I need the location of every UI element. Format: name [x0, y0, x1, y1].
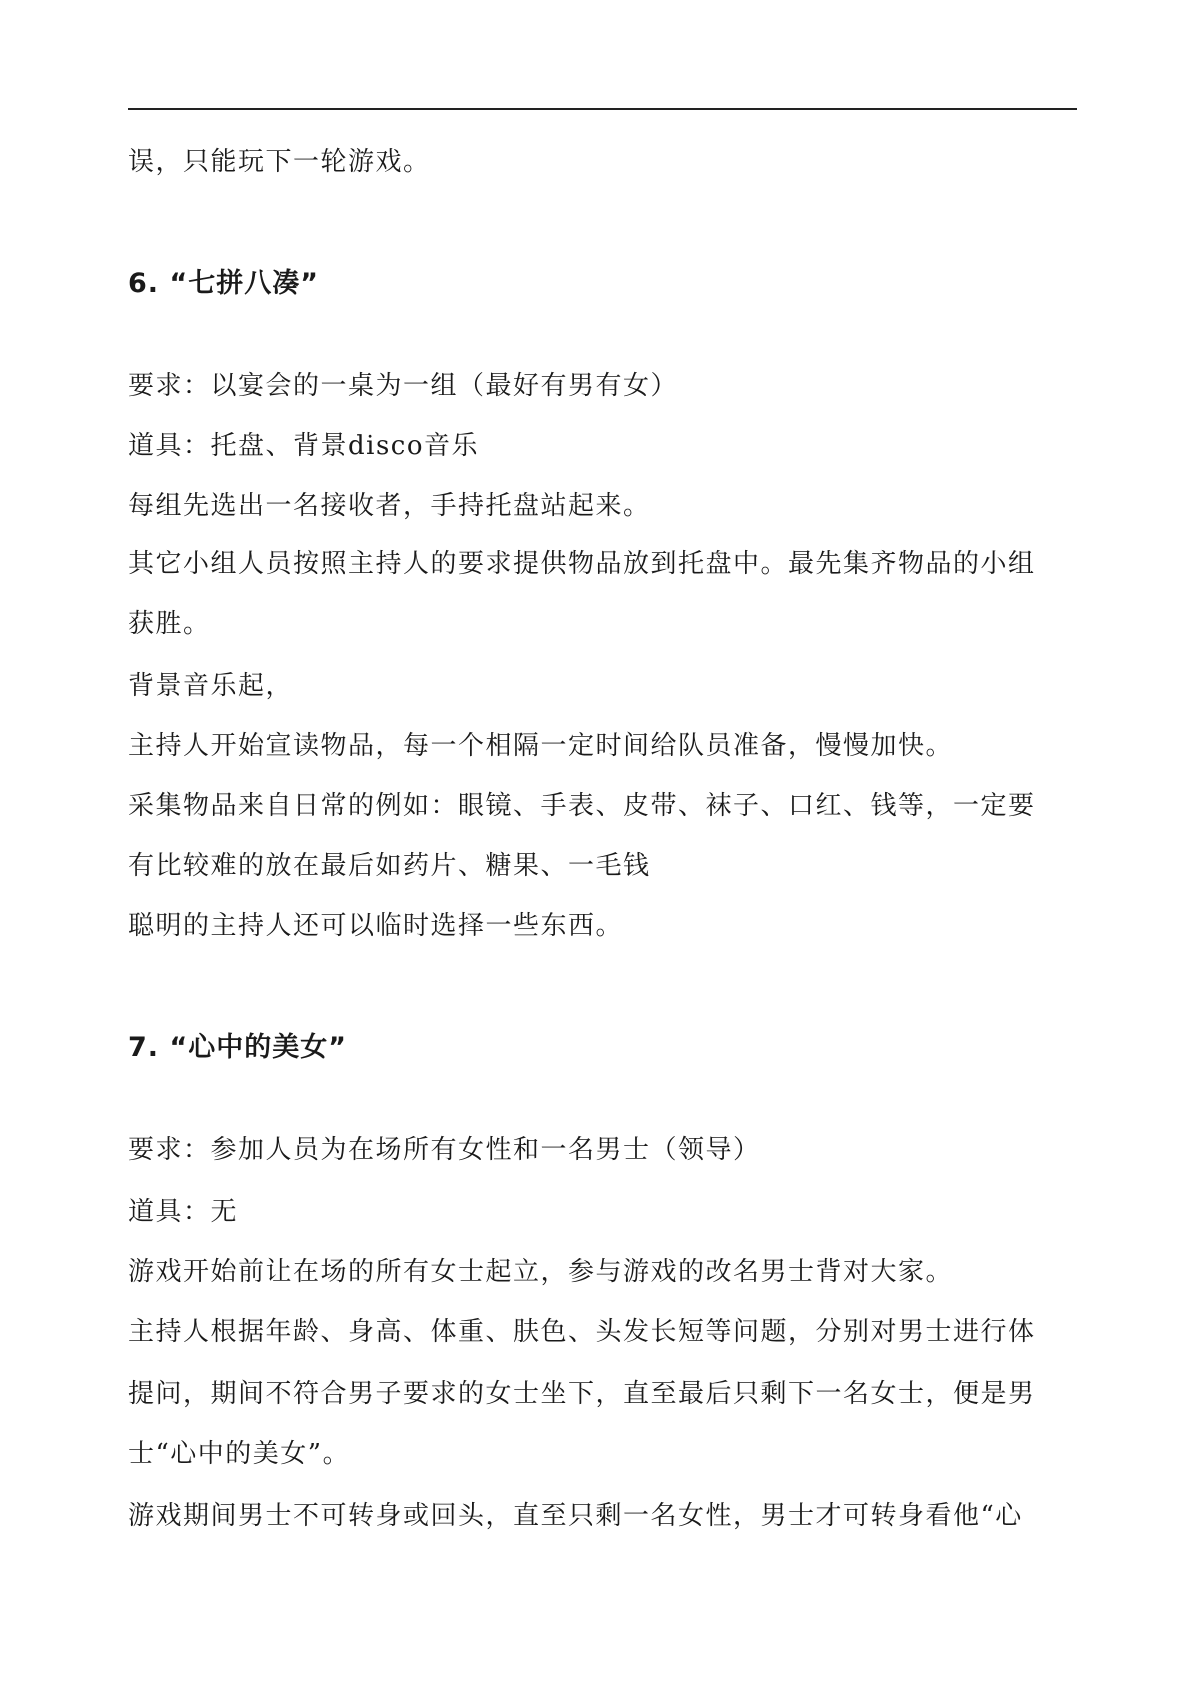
- paragraph-line: 道具：无: [128, 1197, 239, 1227]
- paragraph-line: 道具：托盘、背景disco音乐: [128, 431, 480, 461]
- paragraph-line: 游戏期间男士不可转身或回头，直至只剩一名女性，男士才可转身看他“心: [128, 1501, 1023, 1531]
- paragraph-line: 每组先选出一名接收者，手持托盘站起来。: [128, 491, 651, 521]
- paragraph-line: 要求：参加人员为在场所有女性和一名男士（领导）: [128, 1135, 761, 1165]
- paragraph-line: 误，只能玩下一轮游戏。: [128, 147, 431, 177]
- paragraph-line: 提问，期间不符合男子要求的女士坐下，直至最后只剩下一名女士，便是男: [128, 1379, 1036, 1409]
- paragraph-line: 有比较难的放在最后如药片、糖果、一毛钱: [128, 851, 651, 881]
- paragraph-line: 聪明的主持人还可以临时选择一些东西。: [128, 911, 624, 941]
- paragraph-line: 主持人根据年龄、身高、体重、肤色、头发长短等问题，分别对男士进行体: [128, 1317, 1036, 1347]
- paragraph-line: 采集物品来自日常的例如：眼镜、手表、皮带、袜子、口红、钱等，一定要: [128, 791, 1036, 821]
- paragraph-line: 士“心中的美女”。: [128, 1439, 351, 1469]
- section-heading-7: 7. “心中的美女”: [128, 1032, 347, 1063]
- header-rule: [128, 108, 1077, 110]
- paragraph-line: 获胜。: [128, 609, 211, 639]
- paragraph-line: 背景音乐起，: [128, 671, 294, 701]
- paragraph-line: 游戏开始前让在场的所有女士起立，参与游戏的改名男士背对大家。: [128, 1257, 954, 1287]
- paragraph-line: 要求：以宴会的一桌为一组（最好有男有女）: [128, 371, 679, 401]
- paragraph-line: 其它小组人员按照主持人的要求提供物品放到托盘中。最先集齐物品的小组: [128, 549, 1036, 579]
- section-heading-6: 6. “七拼八凑”: [128, 268, 319, 299]
- paragraph-line: 主持人开始宣读物品，每一个相隔一定时间给队员准备，慢慢加快。: [128, 731, 954, 761]
